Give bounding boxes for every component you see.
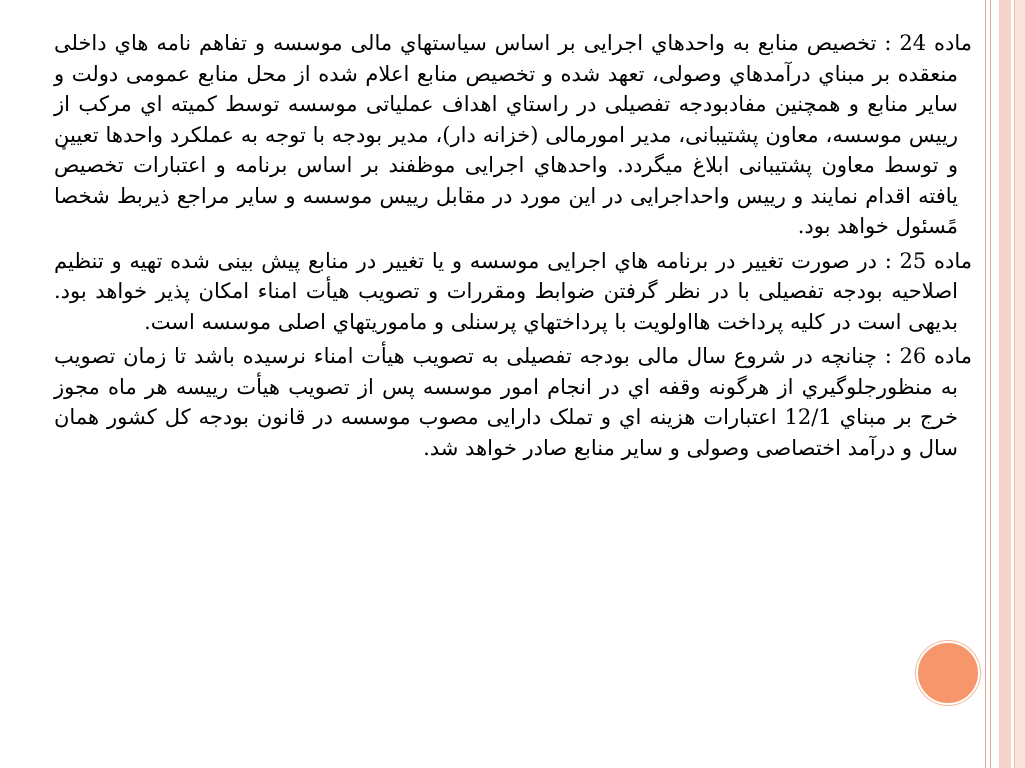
decorative-stripe: [985, 0, 986, 768]
decorative-stripe: [1014, 0, 1025, 768]
article-26-paragraph: ماده 26 : چنانچه در شروع سال مالی بودجه تفصیلی به تصویب هیأت امناء نرسیده باشد تا زمان تصویب به منظورجلوگیري از هرگونه وقفه اي در انجام امور موسسه پس از تصویب هیأت رییسه هر ماه مجوز خرج بر مبناي 12/1 اعتبارات هزینه اي و تملک دارایی مصوب موسسه در قانون بودجه کل کشور همان سال و درآمد اختصاصی وصولی و سایر منابع صادر خواهد شد.: [54, 344, 972, 460]
decorative-stripe: [990, 0, 991, 768]
article-24-paragraph: ماده 24 : تخصیص منابع به واحدهاي اجرایی بر اساس سیاستهاي مالی موسسه و تفاهم نامه هاي داخلی منعقده بر مبناي درآمدهاي وصولی، تعهد شده و تخصیص منابع اعلام شده از محل منابع عمومی دولت و سایر منابع و همچنین مفادبودجه تفصیلی در راستاي اهداف عملیاتی موسسه توسط کمیته اي مرکب از رییس موسسه، معاون پشتیبانی، مدیر امورمالی (خزانه دار)، مدیر بودجه با توجه به عملکرد واحدها تعیین و توسط معاون پشتیبانی ابلاغ میگردد. واحدهاي اجرایی موظفند بر اساس برنامه و اعتبارات تخصیص یافته اقدام نمایند و رییس واحداجرایی در این مورد در مقابل رییس موسسه و سایر مراجع ذیربط شخصا مًسئول خواهد بود.: [54, 31, 973, 238]
decorative-circle: [916, 641, 980, 705]
article-text: [40, 28, 973, 748]
decorative-stripe: [999, 0, 1011, 768]
article-25-paragraph: ماده 25 : در صورت تغییر در برنامه هاي اجرایی موسسه و یا تغییر در منابع پیش بینی شده تهیه و تنظیم اصلاحیه بودجه تفصیلی با در نظر گرفتن ضوابط ومقررات و تصویب هیأت امناء امکان پذیر خواهد بود. بدیهی است در کلیه پرداخت هااولویت با پرداختهاي پرسنلی و ماموریتهاي اصلی موسسه است.: [54, 248, 972, 334]
